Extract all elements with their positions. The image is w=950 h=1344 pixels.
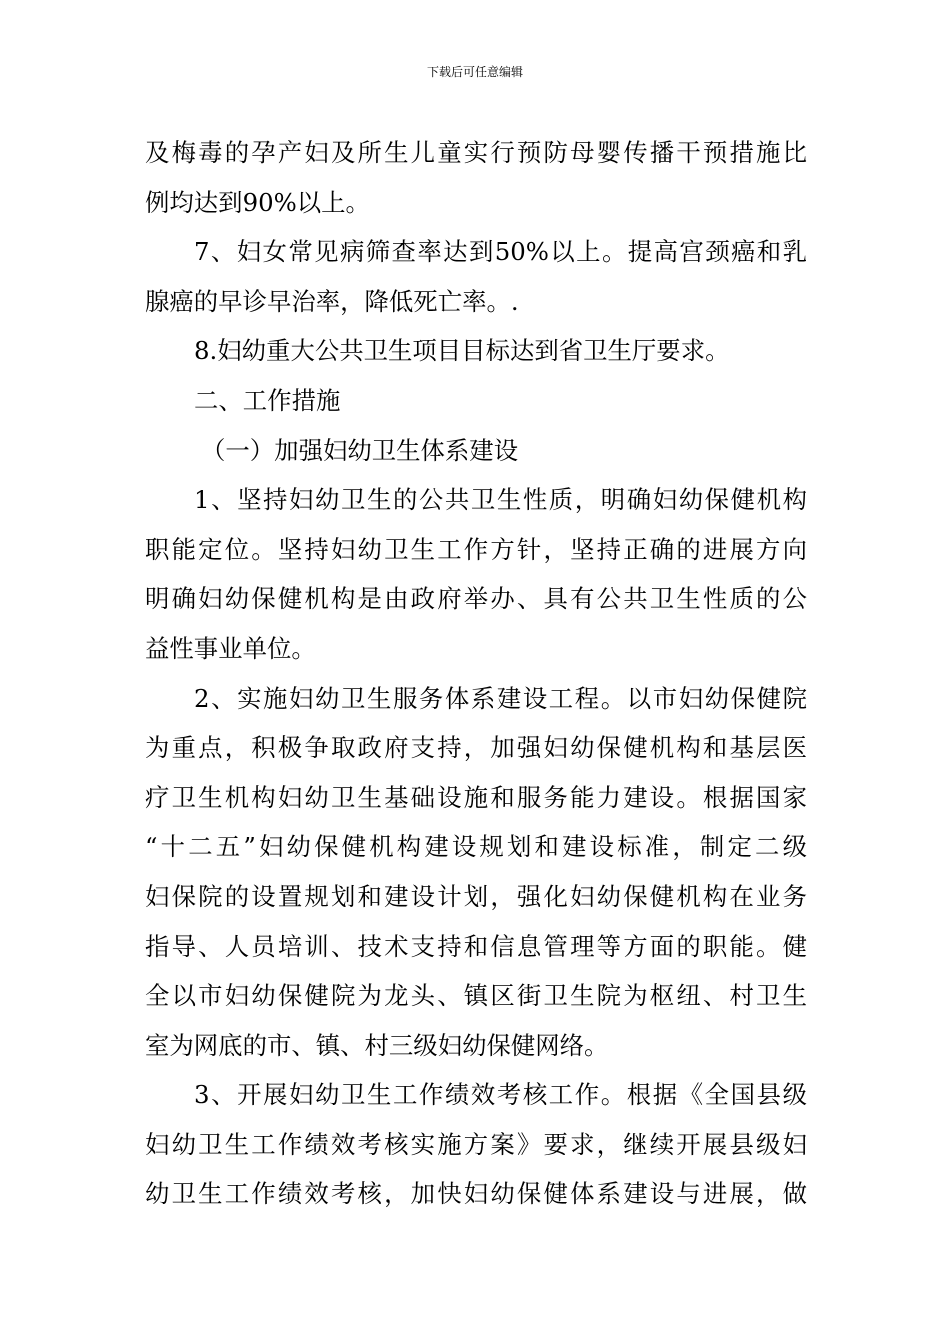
text-line: 益性事业单位。	[145, 633, 316, 663]
text-line: 指导、人员培训、技术支持和信息管理等方面的职能。健	[145, 931, 807, 961]
text-line: 例均达到90%以上。	[145, 187, 370, 217]
text-line: “十二五”妇幼保健机构建设规划和建设标准，制定二级	[145, 832, 807, 862]
text-line: 2、实施妇幼卫生服务体系建设工程。以市妇幼保健院	[194, 683, 807, 713]
subsection-heading: （一）加强妇幼卫生体系建设	[201, 435, 519, 465]
text-line: 1、坚持妇幼卫生的公共卫生性质，明确妇幼保健机构	[194, 485, 807, 515]
text-line: 妇保院的设置规划和建设计划，强化妇幼保健机构在业务	[145, 881, 807, 911]
document-body	[145, 128, 807, 1219]
text-line: 8.妇幼重大公共卫生项目目标达到省卫生厅要求。	[194, 336, 730, 366]
text-line: 腺癌的早诊早治率，降低死亡率。.	[145, 286, 519, 316]
text-line: 全以市妇幼保健院为龙头、镇区街卫生院为枢纽、村卫生	[145, 981, 807, 1011]
text-line: 职能定位。坚持妇幼卫生工作方针，坚持正确的进展方向	[145, 534, 807, 564]
text-line: 室为网底的市、镇、村三级妇幼保健网络。	[145, 1030, 609, 1060]
text-line: 3、开展妇幼卫生工作绩效考核工作。根据《全国县级	[194, 1080, 807, 1110]
text-line: 及梅毒的孕产妇及所生儿童实行预防母婴传播干预措施比	[145, 138, 807, 167]
text-line: 7、妇女常见病筛查率达到50%以上。提高宫颈癌和乳	[194, 237, 807, 267]
section-heading: 二、工作措施	[194, 385, 341, 415]
text-line: 明确妇幼保健机构是由政府举办、具有公共卫生性质的公	[145, 584, 807, 614]
text-line: 幼卫生工作绩效考核，加快妇幼保健体系建设与进展，做	[145, 1179, 807, 1209]
text-line: 为重点，积极争取政府支持，加强妇幼保健机构和基层医	[145, 733, 807, 763]
text-line: 妇幼卫生工作绩效考核实施方案》要求，继续开展县级妇	[145, 1129, 807, 1159]
text-line: 疗卫生机构妇幼卫生基础设施和服务能力建设。根据国家	[145, 782, 807, 812]
page-header: 下载后可任意编辑	[426, 65, 523, 79]
